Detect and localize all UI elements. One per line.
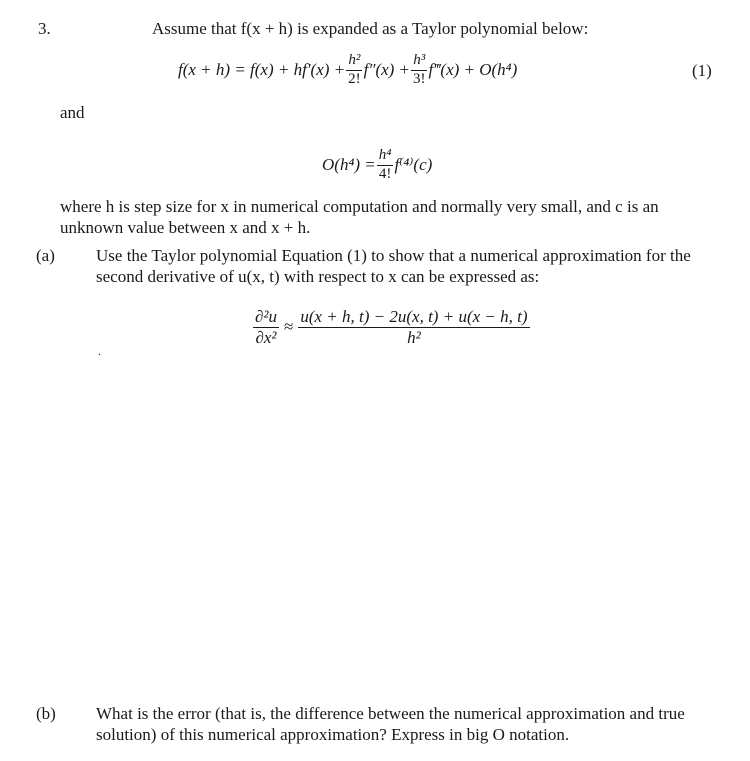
where-paragraph: where h is step size for x in numerical computation and normally very small, and c is an unknown value between x and x + h. — [60, 197, 659, 237]
eq1-frac2 — [411, 53, 428, 88]
equation-1-label: (1) — [692, 61, 712, 80]
part-a-label: (a) — [36, 246, 55, 265]
eq3-lhs-num: ∂²u — [255, 306, 277, 326]
eq2-frac-num: h⁴ — [377, 148, 394, 166]
eq1-frac2-den: 3! — [413, 70, 426, 87]
intro-text: Assume that f(x + h) is expanded as a Taylor polynomial below: — [152, 19, 589, 38]
part-a — [36, 245, 720, 287]
eq3-approx: ≈ — [284, 317, 294, 336]
eq3-rhs-frac — [298, 308, 529, 347]
part-b-label: (b) — [36, 704, 56, 723]
eq2-frac — [377, 148, 394, 183]
part-b — [36, 703, 720, 745]
eq1-frac1 — [346, 53, 363, 88]
eq1-term3: f‴(x) + O(h⁴) — [428, 60, 518, 79]
eq1-frac2-num: h³ — [411, 53, 427, 71]
eq1-frac1-num: h² — [346, 53, 362, 71]
stray-dot: . — [98, 344, 101, 358]
eq1-lhs: f(x + h) = f(x) + hf′(x) + — [178, 60, 346, 79]
eq3-rhs-den: h² — [407, 327, 421, 347]
eq3-lhs-frac — [253, 308, 279, 347]
problem-number: 3. — [38, 19, 51, 38]
eq2-rhs: f⁽⁴⁾(c) — [394, 155, 433, 174]
eq1-frac1-den: 2! — [348, 70, 361, 87]
equation-2 — [322, 143, 432, 187]
eq1-term2: f″(x) + — [363, 60, 411, 79]
eq3-rhs-num: u(x + h, t) − 2u(x, t) + u(x − h, t) — [300, 306, 528, 326]
equation-3 — [252, 304, 531, 350]
part-a-text: Use the Taylor polynomial Equation (1) to show that a numerical approximation for the second derivative of u(x, t) with respect to x can be expressed as: — [96, 246, 691, 286]
eq2-frac-den: 4! — [378, 165, 392, 182]
part-b-text: What is the error (that is, the difference between the numerical approximation and true solution) of this numerical approximation? Express in big O notation. — [96, 704, 685, 744]
equation-1 — [178, 48, 517, 92]
eq2-lhs: O(h⁴) = — [322, 155, 376, 174]
eq3-lhs-den: ∂x² — [255, 327, 277, 347]
and-text: and — [60, 103, 85, 122]
